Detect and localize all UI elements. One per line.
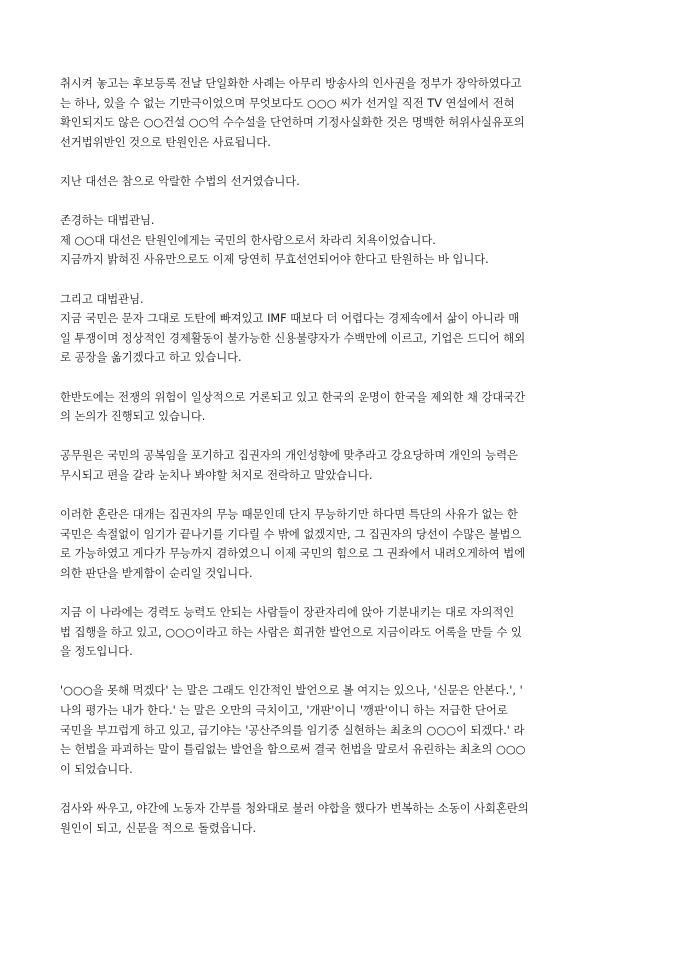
- text-line: 이러한 혼란은 대개는 집권자의 무능 때문인데 단지 무능하기만 하다면 특단의 사유가 없는 한: [60, 508, 518, 522]
- text-line: 공무원은 국민의 공복임을 포기하고 집권자의 개인성향에 맞추라고 강요당하며 개인의 능력은: [60, 449, 518, 463]
- paragraph-social-chaos: [60, 799, 622, 838]
- text-line: 확인되지도 않은 ○○건설 ○○억 수수설을 단언하며 기정사실화한 것은 명백한 허위사실유포의: [60, 116, 525, 130]
- text-line: 나의 평가는 내가 한다.' 는 말은 오만의 극치이고, '개판'이니 '깽판'이니 하는 저급한 단어로: [60, 704, 508, 717]
- paragraph-election-fraud: [60, 74, 622, 152]
- text-line: 국민은 속절없이 임기가 끝나기를 기다릴 수 밖에 없겠지만, 그 집권자의 당선이 수많은 불법으: [60, 527, 522, 541]
- text-line: 의한 판단을 받게함이 순리일 것입니다.: [60, 566, 253, 580]
- text-line: 일 투쟁이며 정상적인 경제활동이 불가능한 신용불량자가 수백만에 이르고, 기업은 드디어 해외: [60, 331, 526, 345]
- paragraph-civil-servants: [60, 446, 622, 485]
- paragraph-peninsula: [60, 388, 622, 427]
- text-line: 취시켜 놓고는 후보등록 전날 단일화한 사례는 아무리 방송사의 인사권을 정부가 장악하였다고: [60, 77, 522, 90]
- text-line: '○○○을 못해 먹겠다' 는 말은 그래도 인간적인 발언으로 볼 여지는 있으나, '신문은 안본다.', ': [60, 684, 523, 698]
- text-line: 제 ○○대 대선은 탄원인에게는 국민의 한사람으로서 차라리 치욕이었습니다.: [60, 233, 436, 247]
- text-line: 을 정도입니다.: [60, 645, 133, 659]
- text-line: 무시되고 편을 갈라 눈치나 봐야할 처지로 전락하고 말았습니다.: [60, 468, 373, 482]
- paragraph-respected-justices: [60, 211, 622, 270]
- text-line: 는 하나, 있을 수 없는 기만극이었으며 무엇보다도 ○○○ 씨가 선거일 직전 TV 연설에서 전혀: [60, 96, 515, 110]
- text-line: 지금 이 나라에는 경력도 능력도 안되는 사람들이 장관자리에 앉아 기분내키는 대로 자의적인: [60, 606, 515, 620]
- text-line: 검사와 싸우고, 야간에 노동자 간부를 청와대로 불러 야합을 했다가 번복하는 소동이 사회혼란의: [60, 801, 529, 815]
- text-line: 그리고 대법관님.: [60, 292, 144, 306]
- text-line: 지금 국민은 문자 그대로 도탄에 빠져있고 IMF 때보다 더 어렵다는 경제속에서 삶이 아니라 매: [60, 312, 520, 326]
- text-line: 국민을 부끄럽게 하고 있고, 급기야는 '공산주의를 임기중 실현하는 최초의 ○○○이 되겠다.' 라: [60, 723, 525, 737]
- paragraph-ministers: [60, 603, 622, 662]
- text-line: 는 헌법을 파괴하는 말이 틀림없는 발언을 함으로써 결국 헌법을 말로서 유린하는 최초의 ○○○: [60, 743, 526, 757]
- text-line: 지금까지 밝혀진 사유만으로도 이제 당연히 무효선언되어야 한다고 탄원하는 바 입니다.: [60, 253, 489, 267]
- text-line: 한반도에는 전쟁의 위험이 일상적으로 거론되고 있고 한국의 운명이 한국을 제외한 채 강대국간: [60, 390, 526, 404]
- paragraph-last-election: [60, 172, 622, 192]
- text-line: 선거법위반인 것으로 탄원인은 사료됩니다.: [60, 135, 271, 149]
- document-page: [60, 74, 622, 858]
- text-line: 존경하는 대법관님.: [60, 214, 155, 228]
- text-line: 로 가능하였고 게다가 무능까지 겸하였으니 이제 국민의 힘으로 그 권좌에서 내려오게하여 법에: [60, 547, 526, 561]
- paragraph-remarks: [60, 681, 622, 779]
- text-line: 이 되었습니다.: [60, 762, 133, 776]
- text-line: 로 공장을 옮기겠다고 하고 있습니다.: [60, 351, 242, 365]
- text-line: 원인이 되고, 신문을 적으로 돌렸읍니다.: [60, 821, 257, 835]
- text-line: 지난 대선은 참으로 악랄한 수법의 선거였습니다.: [60, 174, 300, 188]
- text-line: 법 집행을 하고 있고, ○○○이라고 하는 사람은 희귀한 발언으로 지금이라도 어록을 만들 수 있: [60, 625, 522, 639]
- paragraph-incompetence: [60, 505, 622, 583]
- paragraph-economy: [60, 290, 622, 368]
- text-line: 의 논의가 진행되고 있습니다.: [60, 410, 206, 424]
